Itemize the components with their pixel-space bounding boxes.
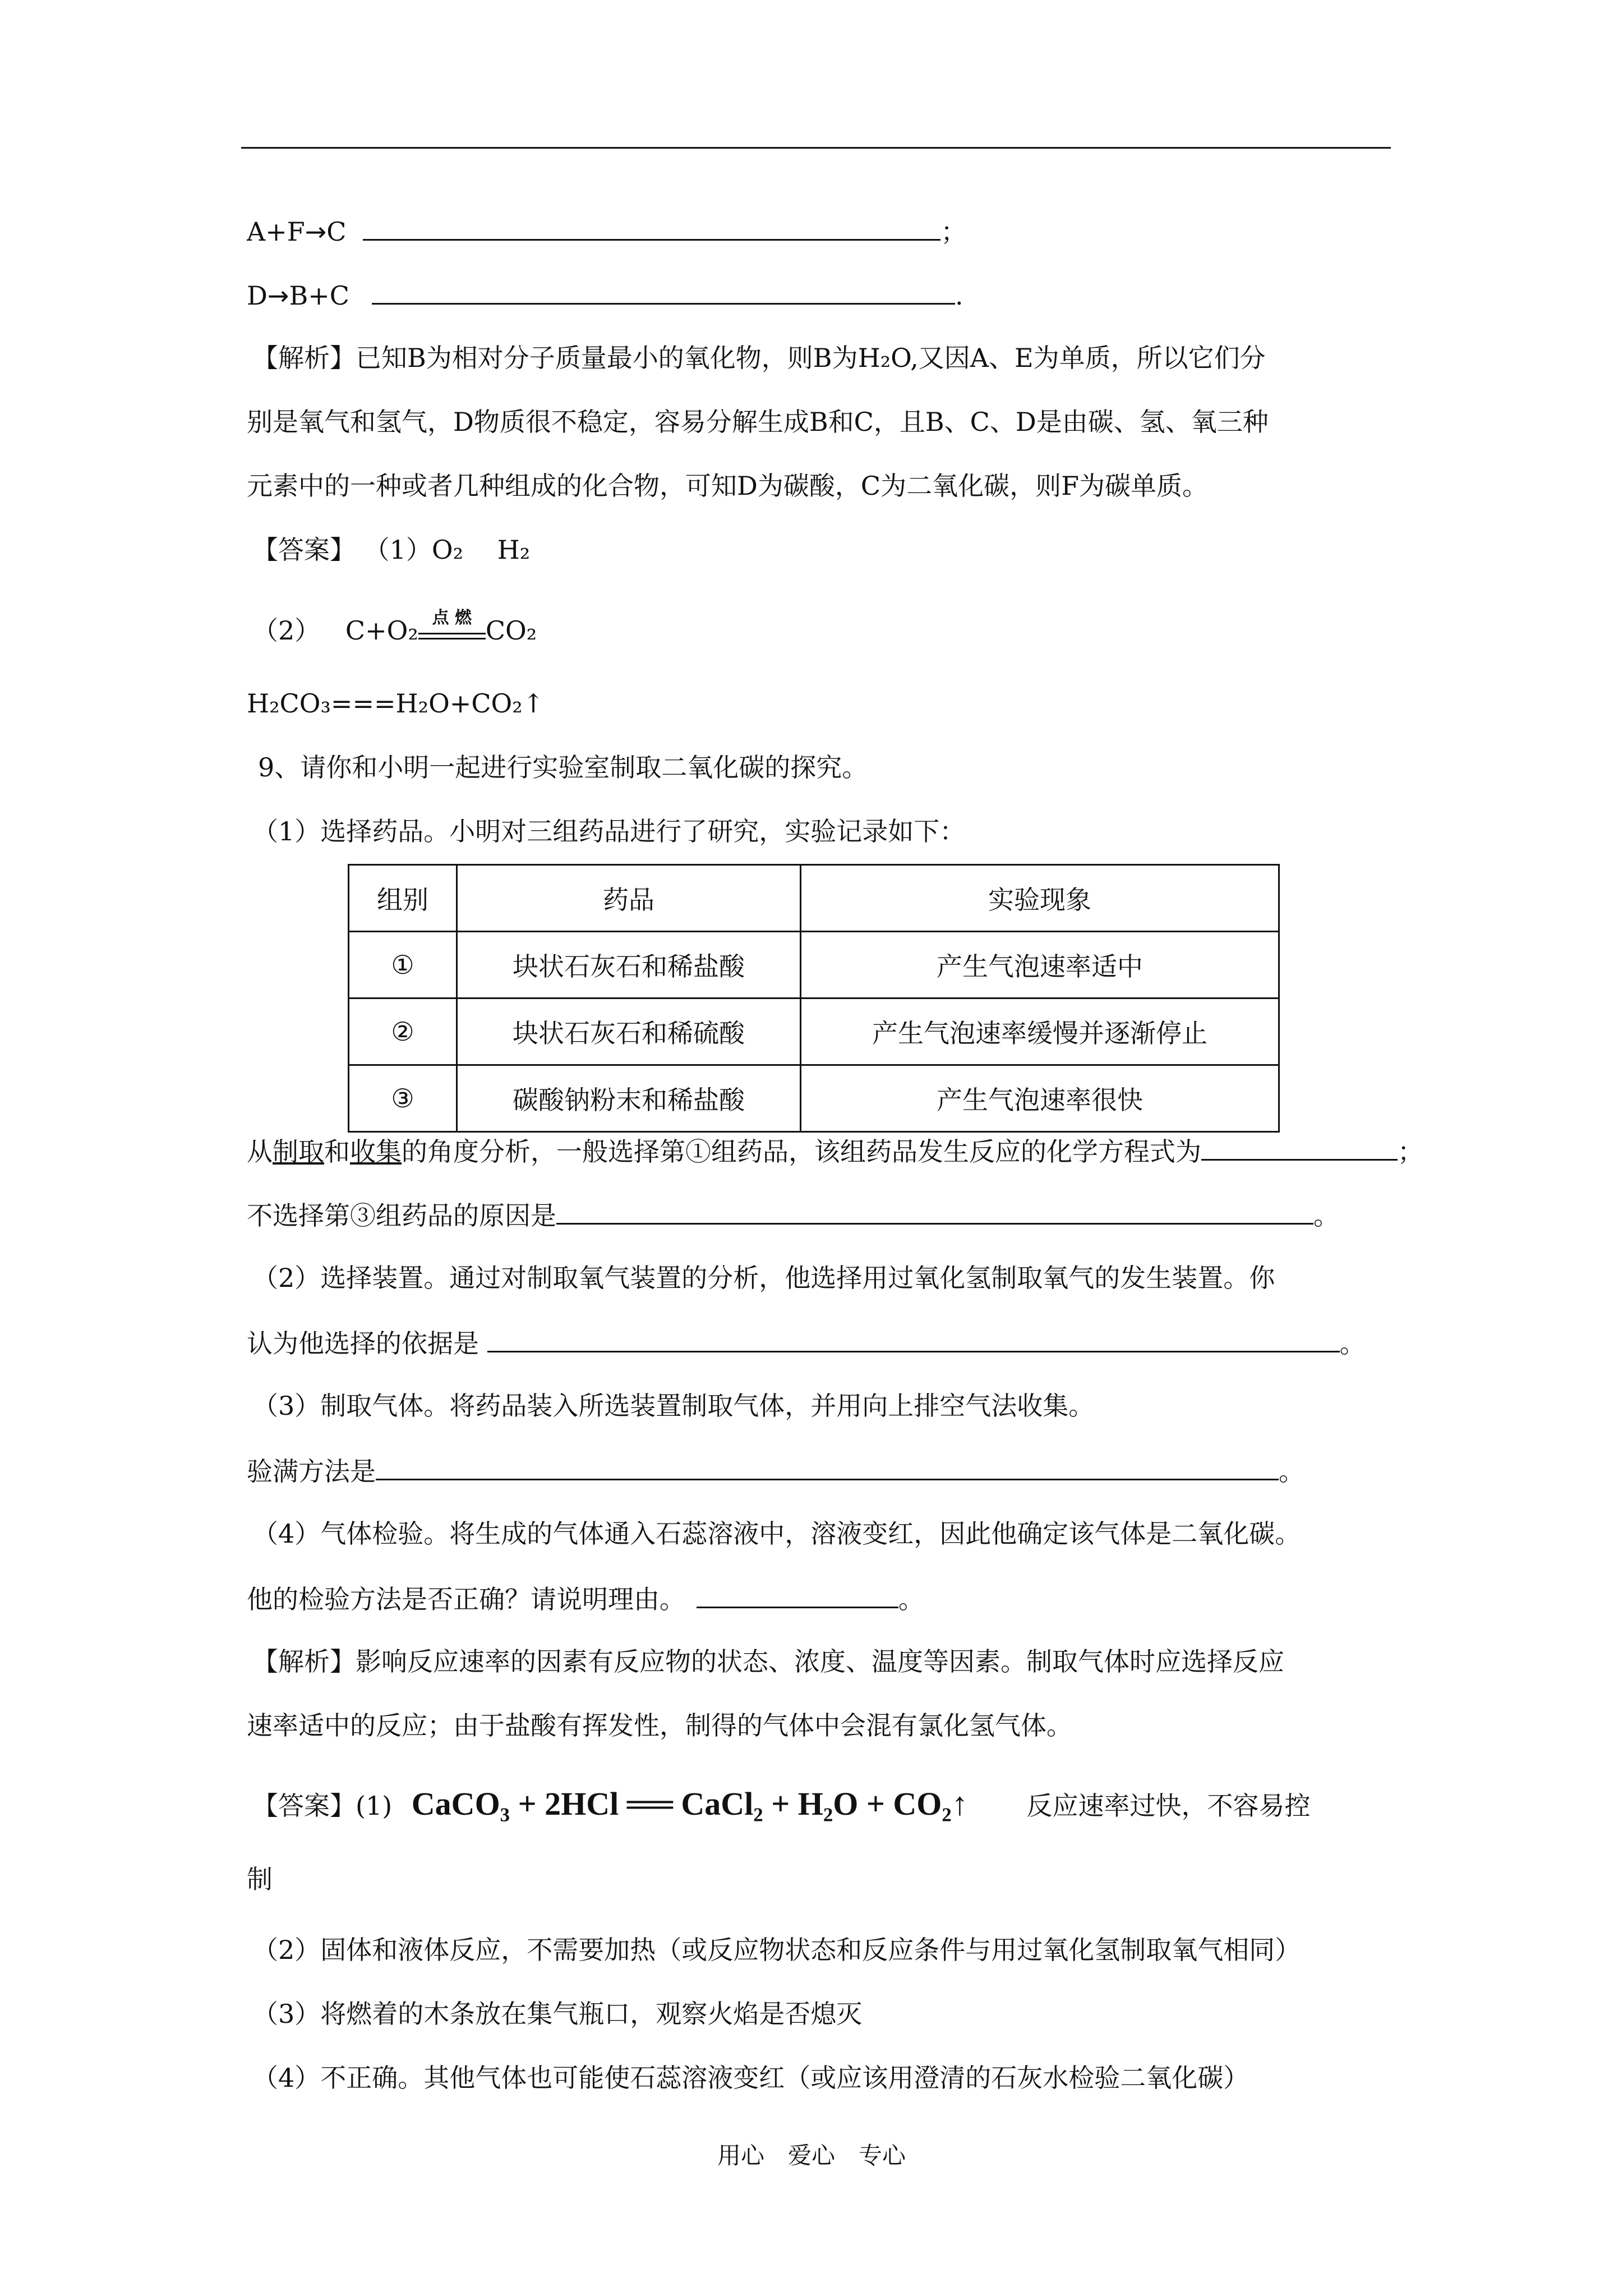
q9-analysis-line-2 [247,1709,1072,1742]
analysis-tag: 【解析】 [252,1646,356,1677]
analysis-tag: 【解析】 [252,343,356,373]
text: 他的检验方法是否正确？请说明理由。 [247,1584,685,1614]
answer-blank[interactable] [1201,1133,1398,1161]
punctuation: ； [1398,1137,1423,1167]
q8-answer-line-1 [252,533,530,567]
table-row [349,1065,1279,1132]
table-cell: 碳酸钠粉末和稀盐酸 [457,1065,801,1132]
analysis-text: 元素中的一种或者几种组成的化合物，可知D为碳酸，C为二氧化碳，则F为碳单质。 [247,471,1208,501]
text: 不选择第③组药品的原因是 [247,1200,556,1231]
text: 的角度分析，一般选择第①组药品，该组药品发生反应的化学方程式为 [402,1137,1201,1167]
underlined-word: 制取 [273,1137,324,1167]
text: （4）气体检验。将生成的气体通入石蕊溶液中，溶液变红，因此他确定该气体是二氧化碳。 [252,1519,1301,1549]
answer-text: （3）将燃着的木条放在集气瓶口，观察火焰是否熄灭 [252,1999,863,2029]
text: 和 [324,1137,350,1167]
reaction-condition [418,608,486,639]
question-title: 9、请你和小明一起进行实验室制取二氧化碳的探究。 [258,752,868,783]
table-cell: 块状石灰石和稀盐酸 [457,932,801,999]
q9-answer-line-2 [252,1933,1301,1967]
q9-part4-line-1 [252,1517,1301,1550]
table-cell: ② [349,999,457,1065]
answer-blank[interactable] [372,277,955,305]
text: 验满方法是 [247,1456,376,1487]
eq1-suffix: C [326,217,347,247]
answer-text: （4）不正确。其他气体也可能使石蕊溶液变红（或应该用澄清的石灰水检验二氧化碳） [252,2063,1249,2093]
q8-analysis-line-1 [252,341,1266,375]
answer-text: H₂CO₃===H₂O+CO₂↑ [247,688,545,719]
q9-part1 [252,815,965,848]
q8-answer-line-2 [252,608,537,647]
equation-left: C+O₂ [345,615,418,646]
q9-part2-line-1 [252,1261,1275,1295]
analysis-text: 速率适中的反应；由于盐酸有挥发性，制得的气体中会混有氯化氢气体。 [247,1710,1072,1741]
answer-text: 反应速率过快，不容易控 [1026,1791,1311,1821]
equation-right: CO₂ [485,615,537,646]
answer-blank[interactable] [697,1581,898,1608]
punctuation: 。 [1339,1328,1366,1359]
answer-blank[interactable] [556,1197,1313,1225]
punctuation: 。 [1279,1456,1304,1487]
q9-title [258,751,868,784]
q9-answer-line-4 [252,2061,1249,2095]
q8-answer-line-3 [247,687,544,720]
text: 认为他选择的依据是 [247,1328,487,1359]
q9-answer-line-1 [252,1787,1310,1823]
q8-analysis-line-2 [247,405,1269,439]
q9-part3-line-1 [252,1389,1094,1423]
table-row [349,999,1279,1065]
answer-tag: 【答案】 [252,1791,356,1821]
q8-equation-2 [247,277,963,312]
q9-answer-line-1-cont [247,1862,273,1896]
eq2-arrow: → [267,280,289,311]
analysis-text: 别是氧气和氢气，D物质很不稳定，容易分解生成B和C，且B、C、D是由碳、氢、氧三种 [247,407,1269,437]
table-cell: 产生气泡速率缓慢并逐渐停止 [801,999,1279,1065]
answer-number: (1) [356,1791,393,1821]
eq2-prefix: D [247,280,268,311]
experiment-table [348,864,1280,1133]
condition-label: 点 燃 [432,608,472,628]
q9-part1-line-3 [247,1197,1339,1232]
q9-answer-line-3 [252,1997,862,2031]
table-cell: ① [349,932,457,999]
eq1-prefix: A+F [247,217,305,247]
question-text: （1）选择药品。小明对三组药品进行了研究，实验记录如下： [252,816,966,846]
eq2-suffix: B+C [289,280,349,311]
analysis-text: 影响反应速率的因素有反应物的状态、浓度、温度等因素。制取气体时应选择反应 [356,1646,1284,1677]
text: （3）制取气体。将药品装入所选装置制取气体，并用向上排空气法收集。 [252,1391,1095,1421]
q9-analysis-line-1 [252,1645,1284,1678]
answer-text: 制 [247,1864,273,1894]
answer-blank[interactable] [363,213,940,241]
table-header: 组别 [349,865,457,932]
eq1-end: ； [940,217,967,247]
table-header: 药品 [457,865,801,932]
answer-number: （2） [252,615,321,646]
answer-text: （2）固体和液体反应，不需要加热（或反应物状态和反应条件与用过氧化氢制取氧气相同） [252,1935,1301,1965]
table-row [349,932,1279,999]
answer-blank[interactable] [376,1453,1279,1480]
table-cell: 块状石灰石和稀硫酸 [457,999,801,1065]
answer-text: （1）O₂ H₂ [363,535,531,565]
punctuation: 。 [898,1584,924,1614]
q9-part2-line-2 [247,1325,1366,1360]
eq1-arrow: → [305,217,327,247]
header-rule [241,147,1391,149]
q8-analysis-line-3 [247,469,1208,503]
table-header-row [349,865,1279,932]
analysis-text: 已知B为相对分子质量最小的氧化物，则B为H₂O,又因A、E为单质，所以它们分 [356,343,1266,373]
q9-part1-line-2 [247,1133,1423,1168]
answer-tag: 【答案】 [252,535,356,565]
punctuation: 。 [1313,1200,1339,1231]
page-footer: 用心 爱心 专心 [717,2142,906,2169]
answer-blank[interactable] [487,1325,1340,1352]
table-cell: 产生气泡速率很快 [801,1065,1279,1132]
table-cell: 产生气泡速率适中 [801,932,1279,999]
eq2-end: . [955,280,963,311]
table-header: 实验现象 [801,865,1279,932]
chemical-equation: CaCO₃ + 2HCl ══ CaCl₂ + H₂O + CO₂↑ [411,1786,968,1822]
q8-equation-1 [247,213,966,249]
q9-part3-line-2 [247,1453,1304,1488]
underlined-word: 收集 [350,1137,402,1167]
text: 从 [247,1137,273,1167]
table-cell: ③ [349,1065,457,1132]
q9-part4-line-2 [247,1581,924,1616]
text: （2）选择装置。通过对制取氧气装置的分析，他选择用过氧化氢制取氧气的发生装置。你 [252,1263,1275,1293]
